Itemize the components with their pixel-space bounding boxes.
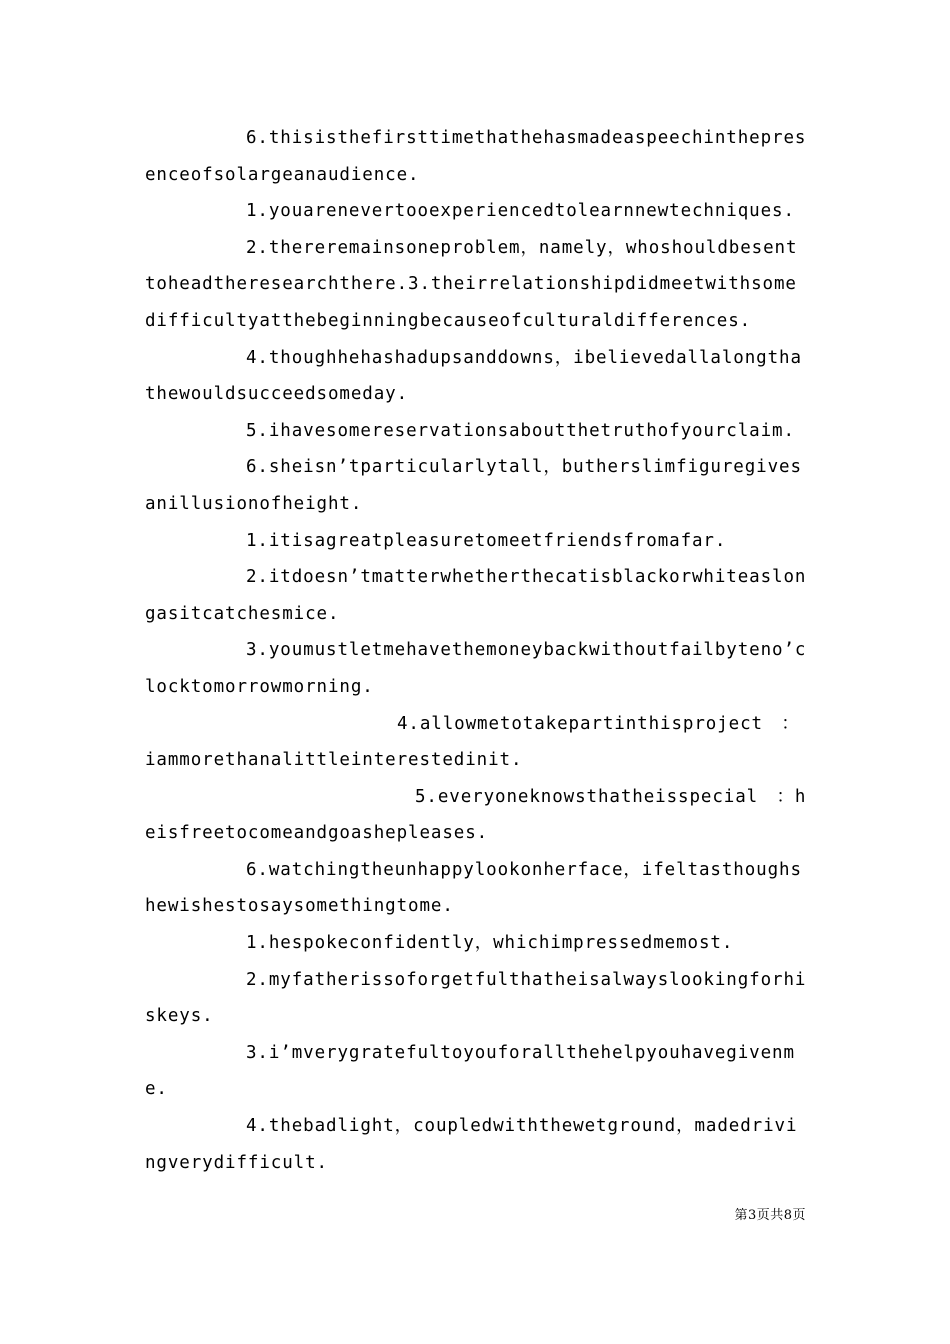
paragraph: 3.youmustletmehavethemoneybackwithoutfailbyteno’clocktomorrowmorning. (145, 640, 807, 697)
paragraph: 6.thisisthefirsttimethathehasmadeaspeechinthepresenceofsolargeanaudience. (145, 128, 807, 185)
paragraph: 6.sheisn’tparticularlytall，butherslimfiguregivesanillusionofheight. (145, 457, 802, 514)
paragraph: 1.itisagreatpleasuretomeetfriendsfromafar. (246, 530, 727, 551)
paragraph: 3.i’mverygratefultoyouforallthehelpyouhavegivenme. (145, 1042, 795, 1100)
page-number-footer: 第3页共8页 (734, 1208, 806, 1223)
paragraph: 5.everyoneknowsthatheisspecial ：heisfreetocomeandgoashepleases. (145, 786, 807, 844)
paragraph: 2.itdoesn’tmatterwhetherthecatisblackorwhiteaslongasitcatchesmice. (145, 567, 807, 624)
paragraph: 5.ihavesomereservationsaboutthetruthofyourclaim. (246, 420, 795, 441)
paragraph: 2.myfatherissoforgetfulthatheisalwayslookingforhiskeys. (145, 969, 807, 1027)
paragraph: 4.thoughhehashadupsanddowns，ibelievedallalongthathewouldsucceedsomeday. (145, 347, 802, 405)
document-body (145, 120, 807, 1181)
paragraph: 1.hespokeconfidently，whichimpressedmemost. (246, 933, 734, 954)
paragraph: 4.thebadlight，coupledwiththewetground，madedrivingverydifficult. (145, 1116, 798, 1173)
paragraph: 6.watchingtheunhappylookonherface，ifeltasthoughshewishestosaysomethingtome. (145, 859, 802, 917)
paragraph: 2.thereremainsoneproblem，namely，whoshouldbesenttoheadtheresearchthere.3.theirrelationshipdidmeetwithsomedifficultyatthebeginningbecauseofculturaldifferences. (145, 237, 798, 331)
paragraph: 1.youarenevertooexperiencedtolearnnewtechniques. (246, 201, 795, 222)
paragraph: 4.allowmetotakepartinthisproject ：iammorethanalittleinterestedinit. (145, 713, 800, 771)
